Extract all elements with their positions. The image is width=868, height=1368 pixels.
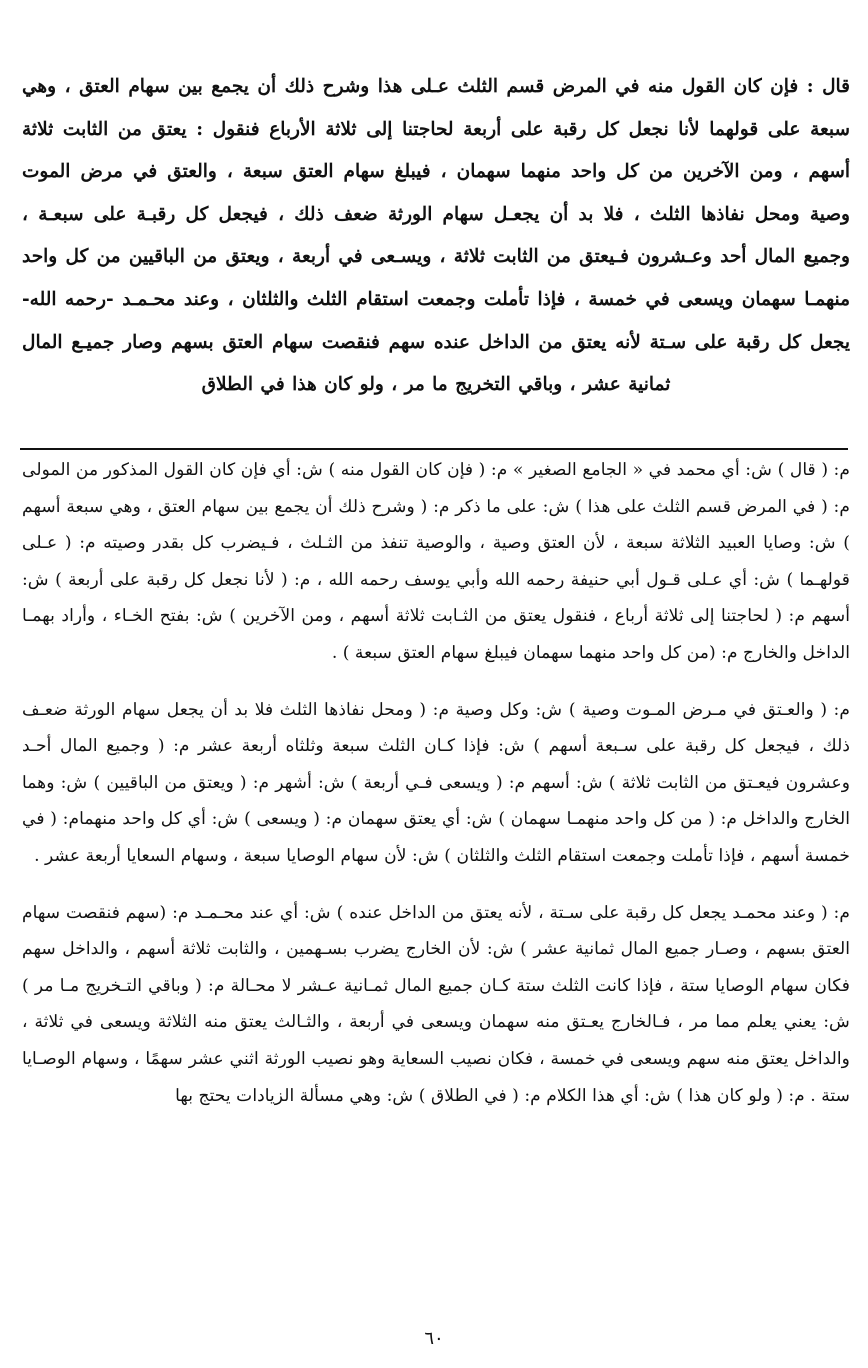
page-number: ٦٠ <box>424 1328 444 1349</box>
commentary-paragraph-3: م: ( وعند محمـد يجعل كل رقبة على سـتة ، لأنه يعتق من الداخل عنده ) ش: أي عند محـمـد م: (سهم فنقصت سهام العتق بسهم ، وصـار جميع المال ثمانية عشر ) ش: لأن الخارج يضرب بسـهمين ، والثابت ثلاثة أسهم ، والداخل سهم فكان سهام الوصايا ستة ، فإذا كانت الثلث ستة كـان جميع المال ثمـانية عـشر لا محـالة م: ( وباقي التـخريج مـا مر ) ش: يعني يعلم مما مر ، فـالخارج يعـتق منه سهمان ويسعى في أربعة ، والثـالث يعتق منه الثلاثة ويسعى في ثلاثة ، والداخل يعتق منه سهم ويسعى في خمسة ، فكان نصيب السعاية وهو نصيب الورثة اثني عشر سهمًا ، وسهام الوصـايا ستة . م: ( ولو كان هذا ) ش: أي هذا الكلام م: ( في الطلاق ) ش: وهي مسألة الزيادات يحتج بها <box>22 902 850 1106</box>
main-text-block: قال : فإن كان القول منه في المرض قسم الثلث عـلى هذا وشرح ذلك أن يجمع بين سهام العتق ، وهي سبعة على قولهما لأنا نجعل كل رقبة على أربعة لحاجتنا إلى ثلاثة الأرباع فنقول : يعتق من الثابت ثلاثة أسهم ، ومن الآخرين من كل واحد منهما سهمان ، فيبلغ سهام العتق سبعة ، والعتق في مرض الموت وصية ومحل نفاذها الثلث ، فلا بد أن يجعـل سهام الورثة ضعف ذلك ، فيجعل كل رقبـة على سبعـة ، وجميع المال أحد وعـشرون فـيعتق من الثابت ثلاثة ، ويسـعى في أربعة ، ويعتق من الباقيين من كل واحد منهمـا سهمان ويسعى في خمسة ، فإذا تأملت وجمعت استقام الثلث والثلثان ، وعند محـمـد -رحمه الله- يجعل كل رقبة على سـتة لأنه يعتق من الداخل عنده سهم فنقصت سهام العتق بسهم وصار جميـع المال ثمانية عشر ، وباقي التخريج ما مر ، ولو كان هذا في الطلاق <box>22 76 850 396</box>
commentary-paragraph-2: م: ( والعـتق في مـرض المـوت وصية ) ش: وكل وصية م: ( ومحل نفاذها الثلث فلا بد أن يجعل سهام الورثة ضعـف ذلك ، فيجعل كل رقبة على سـبعة أسهم ) ش: فإذا كـان الثلث سبعة وثلثاه أربعة عشر م: ( وجميع المال أحـد وعشرون فيعـتق من الثابت ثلاثة ) ش: أسهم م: ( ويسعى فـي أربعة ) ش: أشهر م: ( ويعتق من الباقيين ) ش: وهما الخارج والداخل م: ( من كل واحد منهمـا سهمان ) ش: أي يعتق سهمان م: ( ويسعى ) ش: أي كل واحد منهمام: ( في خمسة أسهم ، فإذا تأملت وجمعت استقام الثلث والثلثان ) ش: لأن سهام الوصايا سبعة ، وسهام السعايا أربعة عشر . <box>22 699 850 866</box>
commentary-paragraph-1: م: ( قال ) ش: أي محمد في « الجامع الصغير » م: ( فإن كان القول منه ) ش: أي فإن كان القول المذكور من المولى م: ( في المرض قسم الثلث على هذا ) ش: على ما ذكر م: ( وشرح ذلك أن يجمع بين سهام العتق ، وهي سبعة أسهم ) ش: وصايا العبيد الثلاثة سبعة ، لأن العتق وصية ، والوصية تنفذ من الثـلث ، فـيضرب كل بقدر وصيته م: ( عـلى قولهـما ) ش: أي عـلى قـول أبي حنيفة رحمه الله وأبي يوسف رحمه الله ، م: ( لأنا نجعل كل رقبة على أربعة ) ش: أسهم م: ( لحاجتنا إلى ثلاثة أرباع ، فنقول يعتق من الثـابت ثلاثة أسهم ، ومن الآخرين ) ش: بفتح الخـاء ، وأراد بهمـا الداخل والخارج م: (من كل واحد منهما سهمان فيبلغ سهام العتق سبعة ) . <box>22 460 850 663</box>
commentary-block <box>22 452 850 1134</box>
separator-line <box>20 448 848 450</box>
